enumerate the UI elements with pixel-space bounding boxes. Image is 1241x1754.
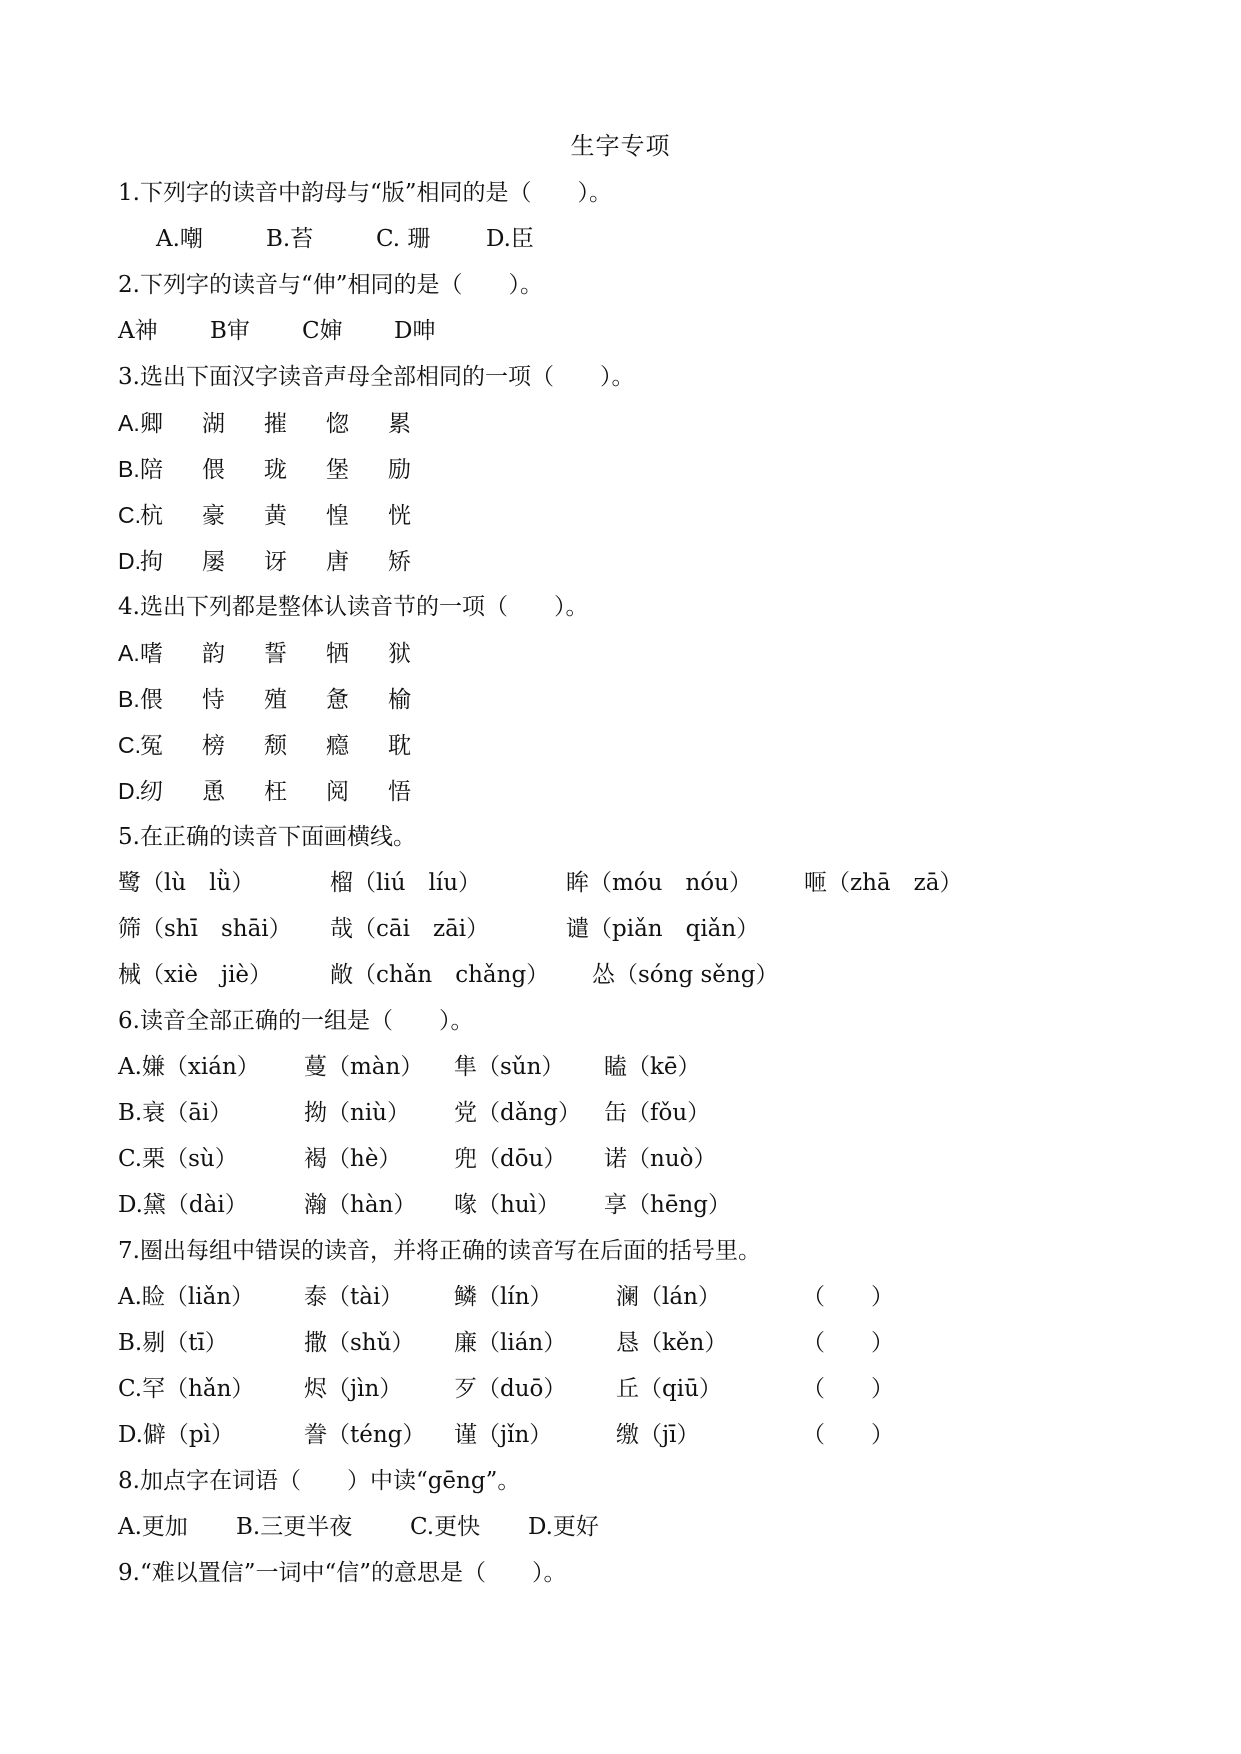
pinyin-item[interactable]: 撒（shǔ） (304, 1330, 415, 1356)
char: 狱 (388, 641, 411, 667)
q3-row-label: B. (118, 456, 140, 482)
q4-row-b[interactable] (118, 676, 1168, 722)
q4-row-c[interactable] (118, 722, 1168, 768)
pinyin-item[interactable]: 谴（piǎn qiǎn） (566, 916, 760, 942)
q2-option-d[interactable]: D呻 (394, 318, 436, 344)
pinyin-item: 党（dǎng） (454, 1100, 581, 1126)
char: 励 (388, 457, 411, 483)
q7-row-d (118, 1412, 1168, 1458)
pinyin-item: D.黛（dài） (118, 1192, 248, 1218)
pinyin-item[interactable]: 泰（tài） (304, 1284, 404, 1310)
char: 惫 (326, 687, 349, 713)
char: 耽 (388, 733, 411, 759)
char: 恃 (202, 687, 225, 713)
pinyin-item[interactable]: D.僻（pì） (118, 1422, 235, 1448)
pinyin-item[interactable]: 恳（kěn） (616, 1330, 728, 1356)
char: 榜 (202, 733, 225, 759)
q5-row-1 (118, 860, 1168, 906)
char: 牺 (326, 641, 349, 667)
answer-blank[interactable]: （ ） (802, 1376, 894, 1402)
pinyin-item[interactable]: 械（xiè jiè） (118, 962, 273, 988)
q4-row-label: C. (118, 732, 141, 758)
char: 偎 (140, 687, 163, 713)
pinyin-item[interactable]: B.剔（tī） (118, 1330, 228, 1356)
q2-option-c[interactable]: C婶 (302, 318, 343, 344)
pinyin-item[interactable]: 鳞（lín） (454, 1284, 553, 1310)
pinyin-item[interactable]: 缴（jī） (616, 1422, 700, 1448)
q3-row-label: C. (118, 502, 141, 528)
char: 湖 (202, 411, 225, 437)
char: 惶 (326, 503, 349, 529)
q6-option-a[interactable] (118, 1044, 1168, 1090)
char: 珑 (264, 457, 287, 483)
q7-row-a (118, 1274, 1168, 1320)
q1-option-b[interactable]: B.苔 (266, 226, 314, 252)
q2-option-a[interactable]: A神 (118, 318, 158, 344)
q8-option-c[interactable]: C.更快 (410, 1514, 481, 1540)
pinyin-item[interactable]: 榴（liú líu） (330, 870, 482, 896)
char: 惚 (326, 411, 349, 437)
char: 殖 (264, 687, 287, 713)
pinyin-item[interactable]: 怂（sóng sěng） (592, 962, 779, 988)
pinyin-item: 兜（dōu） (454, 1146, 567, 1172)
q3-row-label: A. (118, 410, 140, 436)
question-4-stem: 4.选出下列都是整体认读音节的一项（ ）。 (118, 594, 589, 620)
question-1-options (118, 216, 1168, 262)
question-2-options (118, 308, 1168, 354)
pinyin-item[interactable]: 丘（qiū） (616, 1376, 722, 1402)
char: 累 (388, 411, 411, 437)
answer-blank[interactable]: （ ） (802, 1330, 894, 1356)
char: 唐 (326, 549, 349, 575)
pinyin-item: 享（hēng） (604, 1192, 731, 1218)
q3-row-d[interactable] (118, 538, 1168, 584)
q4-row-label: B. (118, 686, 140, 712)
char: 屡 (202, 549, 225, 575)
q7-row-c (118, 1366, 1168, 1412)
pinyin-item[interactable]: 誊（téng） (304, 1422, 426, 1448)
char: 讶 (264, 549, 287, 575)
char: 恿 (202, 779, 225, 805)
q8-option-d[interactable]: D.更好 (528, 1514, 599, 1540)
pinyin-item[interactable]: 鹭（lù lǜ） (118, 870, 255, 896)
q7-row-b (118, 1320, 1168, 1366)
q2-option-b[interactable]: B审 (210, 318, 250, 344)
q1-option-c[interactable]: C. 珊 (376, 226, 431, 252)
pinyin-item[interactable]: C.罕（hǎn） (118, 1376, 255, 1402)
char: 枉 (264, 779, 287, 805)
char: 榆 (388, 687, 411, 713)
q8-option-b[interactable]: B.三更半夜 (236, 1514, 353, 1540)
char: 嗜 (140, 641, 163, 667)
question-8-options (118, 1504, 1168, 1550)
q5-row-3 (118, 952, 1168, 998)
answer-blank[interactable]: （ ） (802, 1284, 894, 1310)
pinyin-item: 瀚（hàn） (304, 1192, 417, 1218)
pinyin-item[interactable]: 澜（lán） (616, 1284, 721, 1310)
answer-blank[interactable]: （ ） (802, 1422, 894, 1448)
char: 悟 (388, 779, 411, 805)
pinyin-item: A.嫌（xián） (118, 1054, 260, 1080)
pinyin-item[interactable]: 咂（zhā zā） (804, 870, 963, 896)
pinyin-item: 瞌（kē） (604, 1054, 701, 1080)
char: 杭 (140, 503, 163, 529)
q6-option-b[interactable] (118, 1090, 1168, 1136)
pinyin-item[interactable]: 筛（shī shāi） (118, 916, 292, 942)
char: 偎 (202, 457, 225, 483)
q3-row-a[interactable] (118, 400, 1168, 446)
char: 黄 (264, 503, 287, 529)
char: 堡 (326, 457, 349, 483)
char: 豪 (202, 503, 225, 529)
question-6-stem: 6.读音全部正确的一组是（ ）。 (118, 1008, 474, 1034)
q4-row-label: D. (118, 778, 141, 804)
q4-row-label: A. (118, 640, 140, 666)
pinyin-item[interactable]: 谨（jǐn） (454, 1422, 553, 1448)
char: 誓 (264, 641, 287, 667)
pinyin-item: B.衰（āi） (118, 1100, 233, 1126)
q6-option-d[interactable] (118, 1182, 1168, 1228)
char: 陪 (140, 457, 163, 483)
pinyin-item: 缶（fǒu） (604, 1100, 711, 1126)
pinyin-item: 拗（niù） (304, 1100, 410, 1126)
pinyin-item: 褐（hè） (304, 1146, 402, 1172)
char: 冤 (140, 733, 163, 759)
char: 恍 (388, 503, 411, 529)
q3-row-label: D. (118, 548, 141, 574)
pinyin-item[interactable]: 哉（cāi zāi） (330, 916, 490, 942)
char: 瘾 (326, 733, 349, 759)
q4-row-d[interactable] (118, 768, 1168, 814)
char: 纫 (140, 779, 163, 805)
char: 拘 (140, 549, 163, 575)
question-1-stem: 1.下列字的读音中韵母与“版”相同的是（ ）。 (118, 180, 612, 206)
q3-row-c[interactable] (118, 492, 1168, 538)
char: 卿 (140, 411, 163, 437)
page-title: 生字专项 (570, 132, 671, 160)
pinyin-item[interactable]: 歹（duō） (454, 1376, 567, 1402)
questions (118, 170, 1168, 1596)
pinyin-item: C.栗（sù） (118, 1146, 238, 1172)
pinyin-item[interactable]: 烬（jìn） (304, 1376, 403, 1402)
pinyin-item: 隼（sǔn） (454, 1054, 565, 1080)
pinyin-item: 蔓（màn） (304, 1054, 424, 1080)
pinyin-item: 诺（nuò） (604, 1146, 717, 1172)
char: 矫 (388, 549, 411, 575)
pinyin-item[interactable]: 眸（móu nóu） (566, 870, 752, 896)
question-3-stem: 3.选出下面汉字读音声母全部相同的一项（ ）。 (118, 364, 635, 390)
q3-row-b[interactable] (118, 446, 1168, 492)
pinyin-item[interactable]: A.睑（liǎn） (118, 1284, 255, 1310)
pinyin-item[interactable]: 敞（chǎn chǎng） (330, 962, 550, 988)
pinyin-item[interactable]: 廉（lián） (454, 1330, 567, 1356)
q1-option-a[interactable]: A.嘲 (156, 226, 203, 252)
pinyin-item: 喙（huì） (454, 1192, 560, 1218)
char: 摧 (264, 411, 287, 437)
q8-option-a[interactable]: A.更加 (118, 1514, 188, 1540)
q5-row-2 (118, 906, 1168, 952)
question-8-stem: 8.加点字在词语（ ）中读“gēng”。 (118, 1468, 521, 1494)
q1-option-d[interactable]: D.臣 (486, 226, 534, 252)
char: 阅 (326, 779, 349, 805)
q6-option-c[interactable] (118, 1136, 1168, 1182)
question-5-stem: 5.在正确的读音下面画横线。 (118, 824, 416, 850)
question-2-stem: 2.下列字的读音与“伸”相同的是（ ）。 (118, 272, 543, 298)
question-9-stem: 9.“难以置信”一词中“信”的意思是（ ）。 (118, 1560, 567, 1586)
char: 颓 (264, 733, 287, 759)
char: 韵 (202, 641, 225, 667)
question-7-stem: 7.圈出每组中错误的读音，并将正确的读音写在后面的括号里。 (118, 1238, 761, 1264)
q4-row-a[interactable] (118, 630, 1168, 676)
